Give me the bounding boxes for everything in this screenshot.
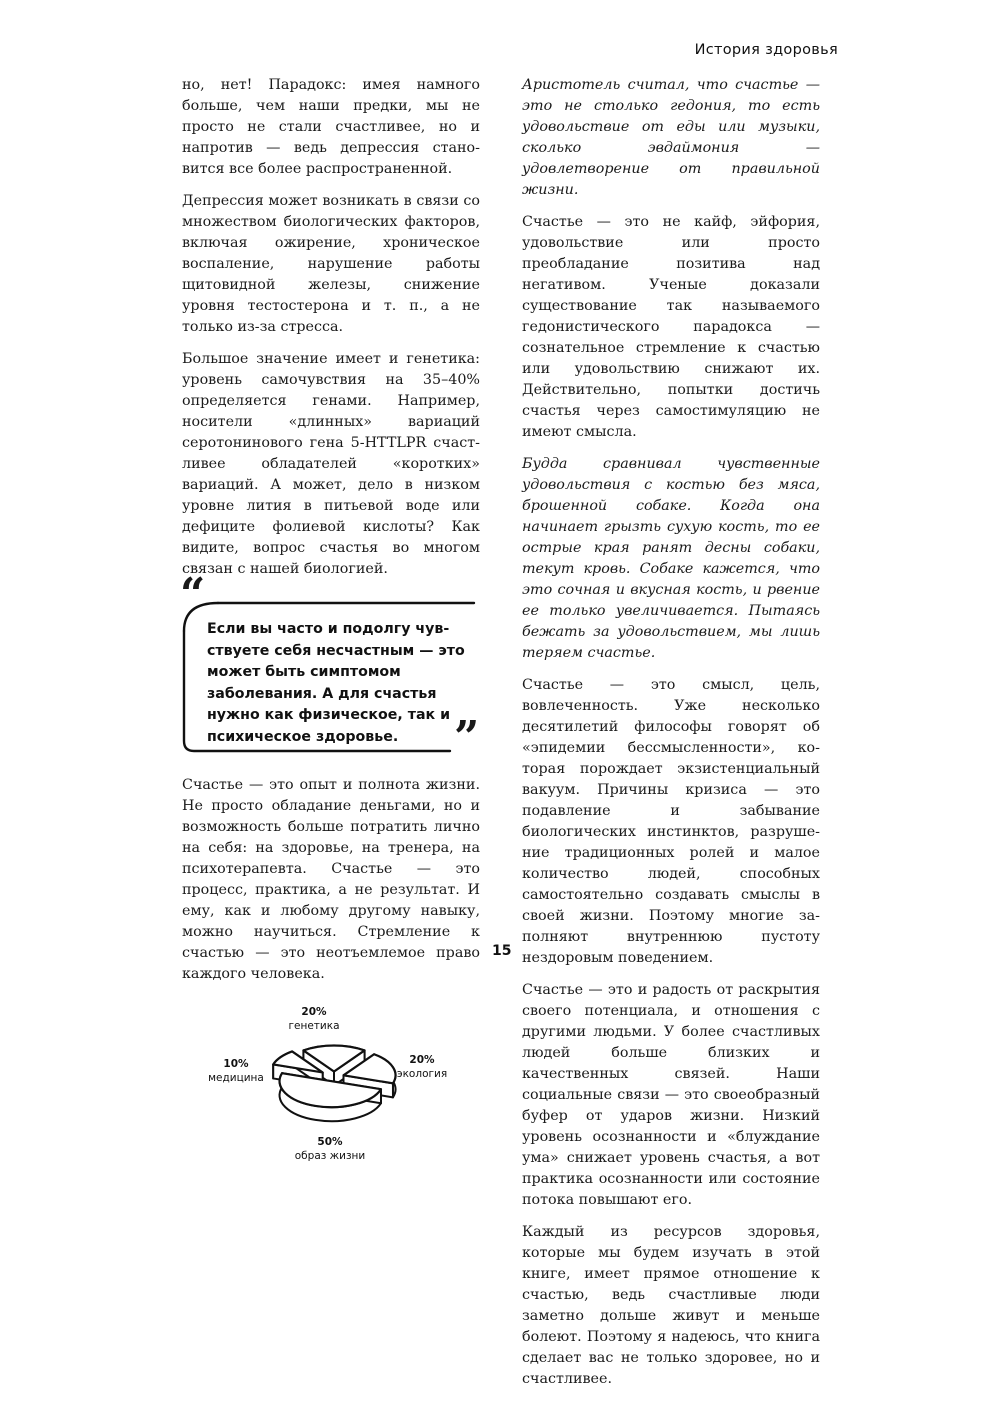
label-ecology-name: экология [396, 1068, 448, 1080]
paragraph: Будда сравнивал чувственные удовольствия с костью без мяса, брошенной собаке. Когда она начинает грызть сухую кость, то ее острые края ранят десны собаки, текут кровь. Собаке кажется, что это сочная и вкусная кость, и рвение ее только увеличивается. Пытаясь бежать за удовольствием, мы лишь теряем счастье. [522, 456, 820, 661]
label-genetics-name: генетика [288, 1020, 340, 1032]
label-lifestyle-name: образ жизни [294, 1150, 366, 1162]
close-quote-mark: ” [454, 712, 480, 763]
pull-quote [180, 569, 480, 763]
pie-chart [182, 999, 480, 1169]
label-lifestyle [290, 1135, 370, 1163]
paragraph: Каждый из ресурсов здоровья, которые мы будем изучать в этой книге, имеет прямое отношение к счастью, ведь счастливые люди заметно дольше живут и меньше болеют. Поэтому я надеюсь, что книга сделает вас не только здоровее, но и счастливее. [522, 1224, 820, 1387]
label-genetics [284, 1005, 344, 1033]
paragraph: Счастье — это смысл, цель, вовлеченность. Уже несколько десятилетий философы говорят об «эпидемии бессмысленности», которая порождает экзистенциальный вакуум. Причины кризиса — это подавление и забывание биологических инстинктов, разрушение традиционных ролей и малое количество людей, способных самостоятельно создавать смыслы в своей жизни. Поэтому многие заполняют внутреннюю пустоту нездоровым поведением. [522, 677, 820, 966]
paragraph: Счастье — это не кайф, эйфория, удовольствие или просто преобладание позитива над негативом. Ученые доказали существование так называемого гедонистического парадокса — сознательное стремление к счастью или удовольствию снижают их. Действительно, попытки достичь счастья через самостимуляцию не имеют смысла. [522, 214, 820, 440]
paragraph: Аристотель считал, что счастье — это не столько гедония, то есть удовольствие от еды или музыки, сколько эвдаймония — удовлетворение от правильной жизни. [522, 77, 820, 198]
paragraph: Депрессия может возникать в связи со множеством биологических факторов, включая ожирение, хроническое воспаление, нарушение работы щитовидной железы, снижение уровня тестостерона и т. п., а не только из-за стресса. [182, 193, 480, 335]
paragraph: Большое значение имеет и генетика: уровень самочувствия на 35–40% определяется генами. Например, носители «длинных» вариаций серотонинового гена 5-HTTLPR счастливее обладателей «коротких» вариаций. А может, дело в низком уровне лития в питьевой воде или дефиците фолиевой кислоты? Как видите, вопрос счастья во многом связан с нашей биологией. [182, 351, 480, 577]
running-header: История здоровья [694, 42, 838, 58]
label-lifestyle-pct: 50% [317, 1136, 343, 1148]
paragraph: Счастье — это опыт и полнота жизни. Не просто обладание деньгами, но и возможность больше потратить лично на себя: на здоровье, на тренера, на психотерапевта. Счастье — это процесс, практика, а не результат. И ему, как и любому другому навыку, можно научиться. Стремление к счастью — это неотъемлемое право каждого человека. [182, 777, 480, 982]
label-medicine-name: медицина [208, 1072, 264, 1084]
label-ecology [392, 1053, 452, 1081]
label-ecology-pct: 20% [409, 1054, 435, 1066]
paragraph: Счастье — это и радость от раскрытия своего потенциала, и отношения с другими людьми. У более счастливых людей больше близких и качественных связей. Наши социальные связи — это своеобразный буфер от ударов жизни. Низкий уровень осознанности и «блуждание ума» снижает уровень счастья, а вот практика осознанности или состояние потока повышают его. [522, 982, 820, 1208]
label-medicine-pct: 10% [223, 1058, 249, 1070]
left-column [182, 75, 480, 1169]
quote-text: Если вы часто и подолгу чувствуете себя несчастным — это может быть симптомом заболевания. А для счастья нужно как физическое, так и психическое здоровье. [207, 621, 465, 745]
open-quote-mark: “ [180, 569, 206, 620]
label-genetics-pct: 20% [301, 1006, 327, 1018]
paragraph: но, нет! Парадокс: имея намного больше, чем наши предки, мы не просто не стали счастливее, но и напротив — ведь депрессия становится все более распространенной. [182, 77, 480, 177]
page-number: 15 [492, 943, 512, 959]
right-column [522, 75, 820, 1401]
label-medicine [200, 1057, 272, 1085]
